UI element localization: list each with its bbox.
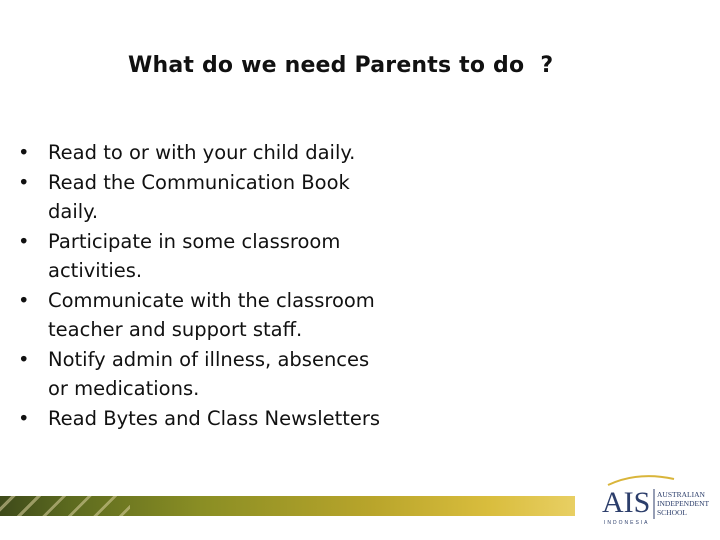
bullet-line: Read the Communication Book bbox=[48, 170, 350, 194]
logo-name-line-1: AUSTRALIAN bbox=[657, 490, 705, 499]
bullet-list bbox=[18, 138, 458, 433]
bullet-line: Participate in some classroom bbox=[48, 229, 341, 253]
bullet-item bbox=[18, 227, 458, 286]
logo-letters: AIS bbox=[602, 486, 651, 519]
bullet-item bbox=[18, 138, 458, 168]
bullet-dot: • bbox=[18, 288, 30, 312]
slide-title-question-mark: ? bbox=[540, 53, 554, 78]
bullet-line: teacher and support staff. bbox=[48, 318, 303, 341]
bullet-item bbox=[18, 404, 458, 434]
logo-name-line-3: SCHOOL bbox=[657, 508, 688, 517]
logo-swoosh bbox=[608, 476, 674, 485]
logo-name-line-2: INDEPENDENT bbox=[657, 499, 710, 508]
bullet-line: or medications. bbox=[48, 377, 200, 400]
bullet-line: Communicate with the classroom bbox=[48, 288, 375, 312]
bullet-dot: • bbox=[18, 141, 30, 164]
slide-title bbox=[128, 53, 553, 78]
logo-country: INDONESIA bbox=[604, 520, 650, 526]
bullet-item bbox=[18, 345, 458, 404]
ais-logo bbox=[598, 467, 710, 529]
bullet-line: Read to or with your child daily. bbox=[48, 141, 356, 164]
bullet-dot: • bbox=[18, 229, 30, 253]
bullet-item bbox=[18, 286, 458, 345]
bullet-dot: • bbox=[18, 406, 30, 430]
bullet-line: daily. bbox=[48, 200, 99, 223]
bullet-line: Notify admin of illness, absences bbox=[48, 347, 370, 371]
footer-stripes bbox=[0, 496, 130, 516]
bullet-dot: • bbox=[18, 170, 30, 194]
bullet-item bbox=[18, 168, 458, 227]
bullet-line: Read Bytes and Class Newsletters bbox=[48, 406, 381, 430]
bullet-dot: • bbox=[18, 347, 30, 371]
slide-title-text: What do we need Parents to do bbox=[128, 53, 525, 78]
bullet-line: activities. bbox=[48, 259, 143, 282]
